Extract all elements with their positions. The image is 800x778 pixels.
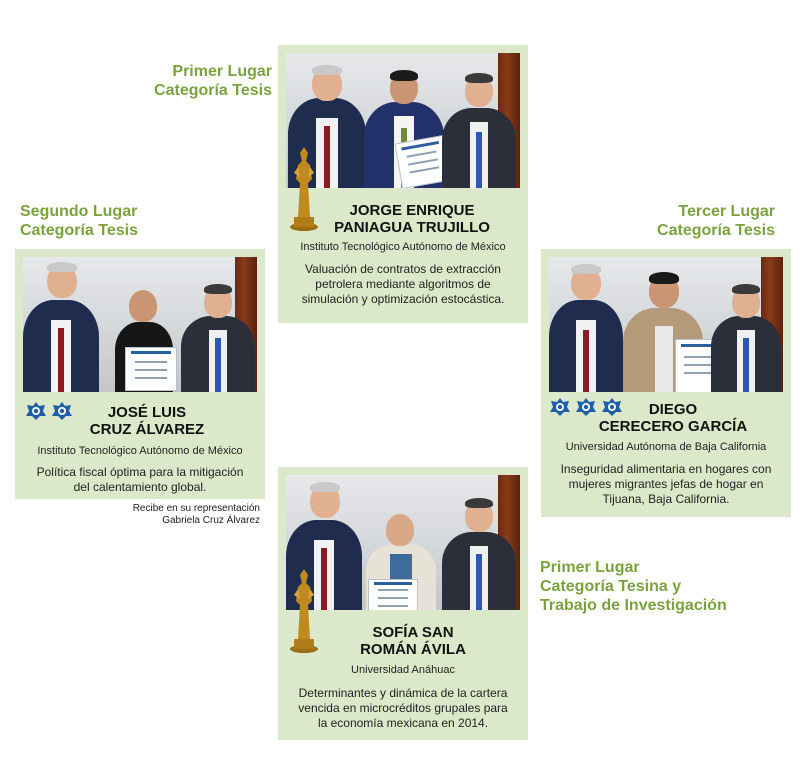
representation-note: Recibe en su representación Gabriela Cruz Álvarez — [132, 503, 260, 526]
person — [711, 284, 781, 392]
card-third-place-thesis — [541, 249, 791, 517]
institution-name: Universidad Autónoma de Baja California — [565, 441, 767, 453]
person — [442, 73, 516, 188]
person — [442, 498, 516, 610]
award-photo — [23, 257, 257, 392]
thesis-title: Determinantes y dinámica de la cartera vencida en microcréditos grupales para la economía mexicana en 2014. — [298, 686, 508, 730]
institution-name: Universidad Anáhuac — [351, 664, 455, 676]
heading-first-place-tesina: Primer Lugar Categoría Tesina y Trabajo de Investigación — [540, 559, 727, 614]
award-photo — [549, 257, 783, 392]
awardee-name: JORGE ENRIQUE PANIAGUA TRUJILLO — [334, 202, 490, 236]
thesis-title: Valuación de contratos de extracción petrolera mediante algoritmos de simulación y optimización estocástica. — [301, 262, 505, 306]
card-second-place-thesis — [15, 249, 265, 499]
heading-third-place-thesis: Tercer Lugar Categoría Tesis — [657, 203, 775, 239]
card-first-place-tesina — [278, 467, 528, 740]
awardee-name: JOSÉ LUIS CRUZ ÁLVAREZ — [89, 404, 205, 438]
person — [23, 262, 99, 392]
person — [549, 264, 623, 392]
heading-second-place-thesis: Segundo Lugar Categoría Tesis — [20, 203, 138, 239]
awardee-name: SOFÍA SAN ROMÁN ÁVILA — [360, 624, 466, 658]
person — [181, 284, 255, 392]
institution-name: Instituto Tecnológico Autónomo de México — [37, 445, 243, 457]
award-photo — [286, 53, 520, 188]
diploma-image — [368, 579, 418, 610]
award-photo — [286, 475, 520, 610]
card-first-place-thesis — [278, 45, 528, 323]
institution-name: Instituto Tecnológico Autónomo de México — [300, 241, 506, 253]
diploma-image — [125, 347, 177, 391]
awardee-name: DIEGO CERECERO GARCÍA — [598, 401, 748, 435]
thesis-title: Política fiscal óptima para la mitigación del calentamiento global. — [36, 465, 244, 494]
thesis-title: Inseguridad alimentaria en hogares con mujeres migrantes jefas de hogar en Tijuana, Baja California. — [560, 462, 772, 506]
heading-first-place-thesis: Primer Lugar Categoría Tesis — [154, 63, 272, 99]
